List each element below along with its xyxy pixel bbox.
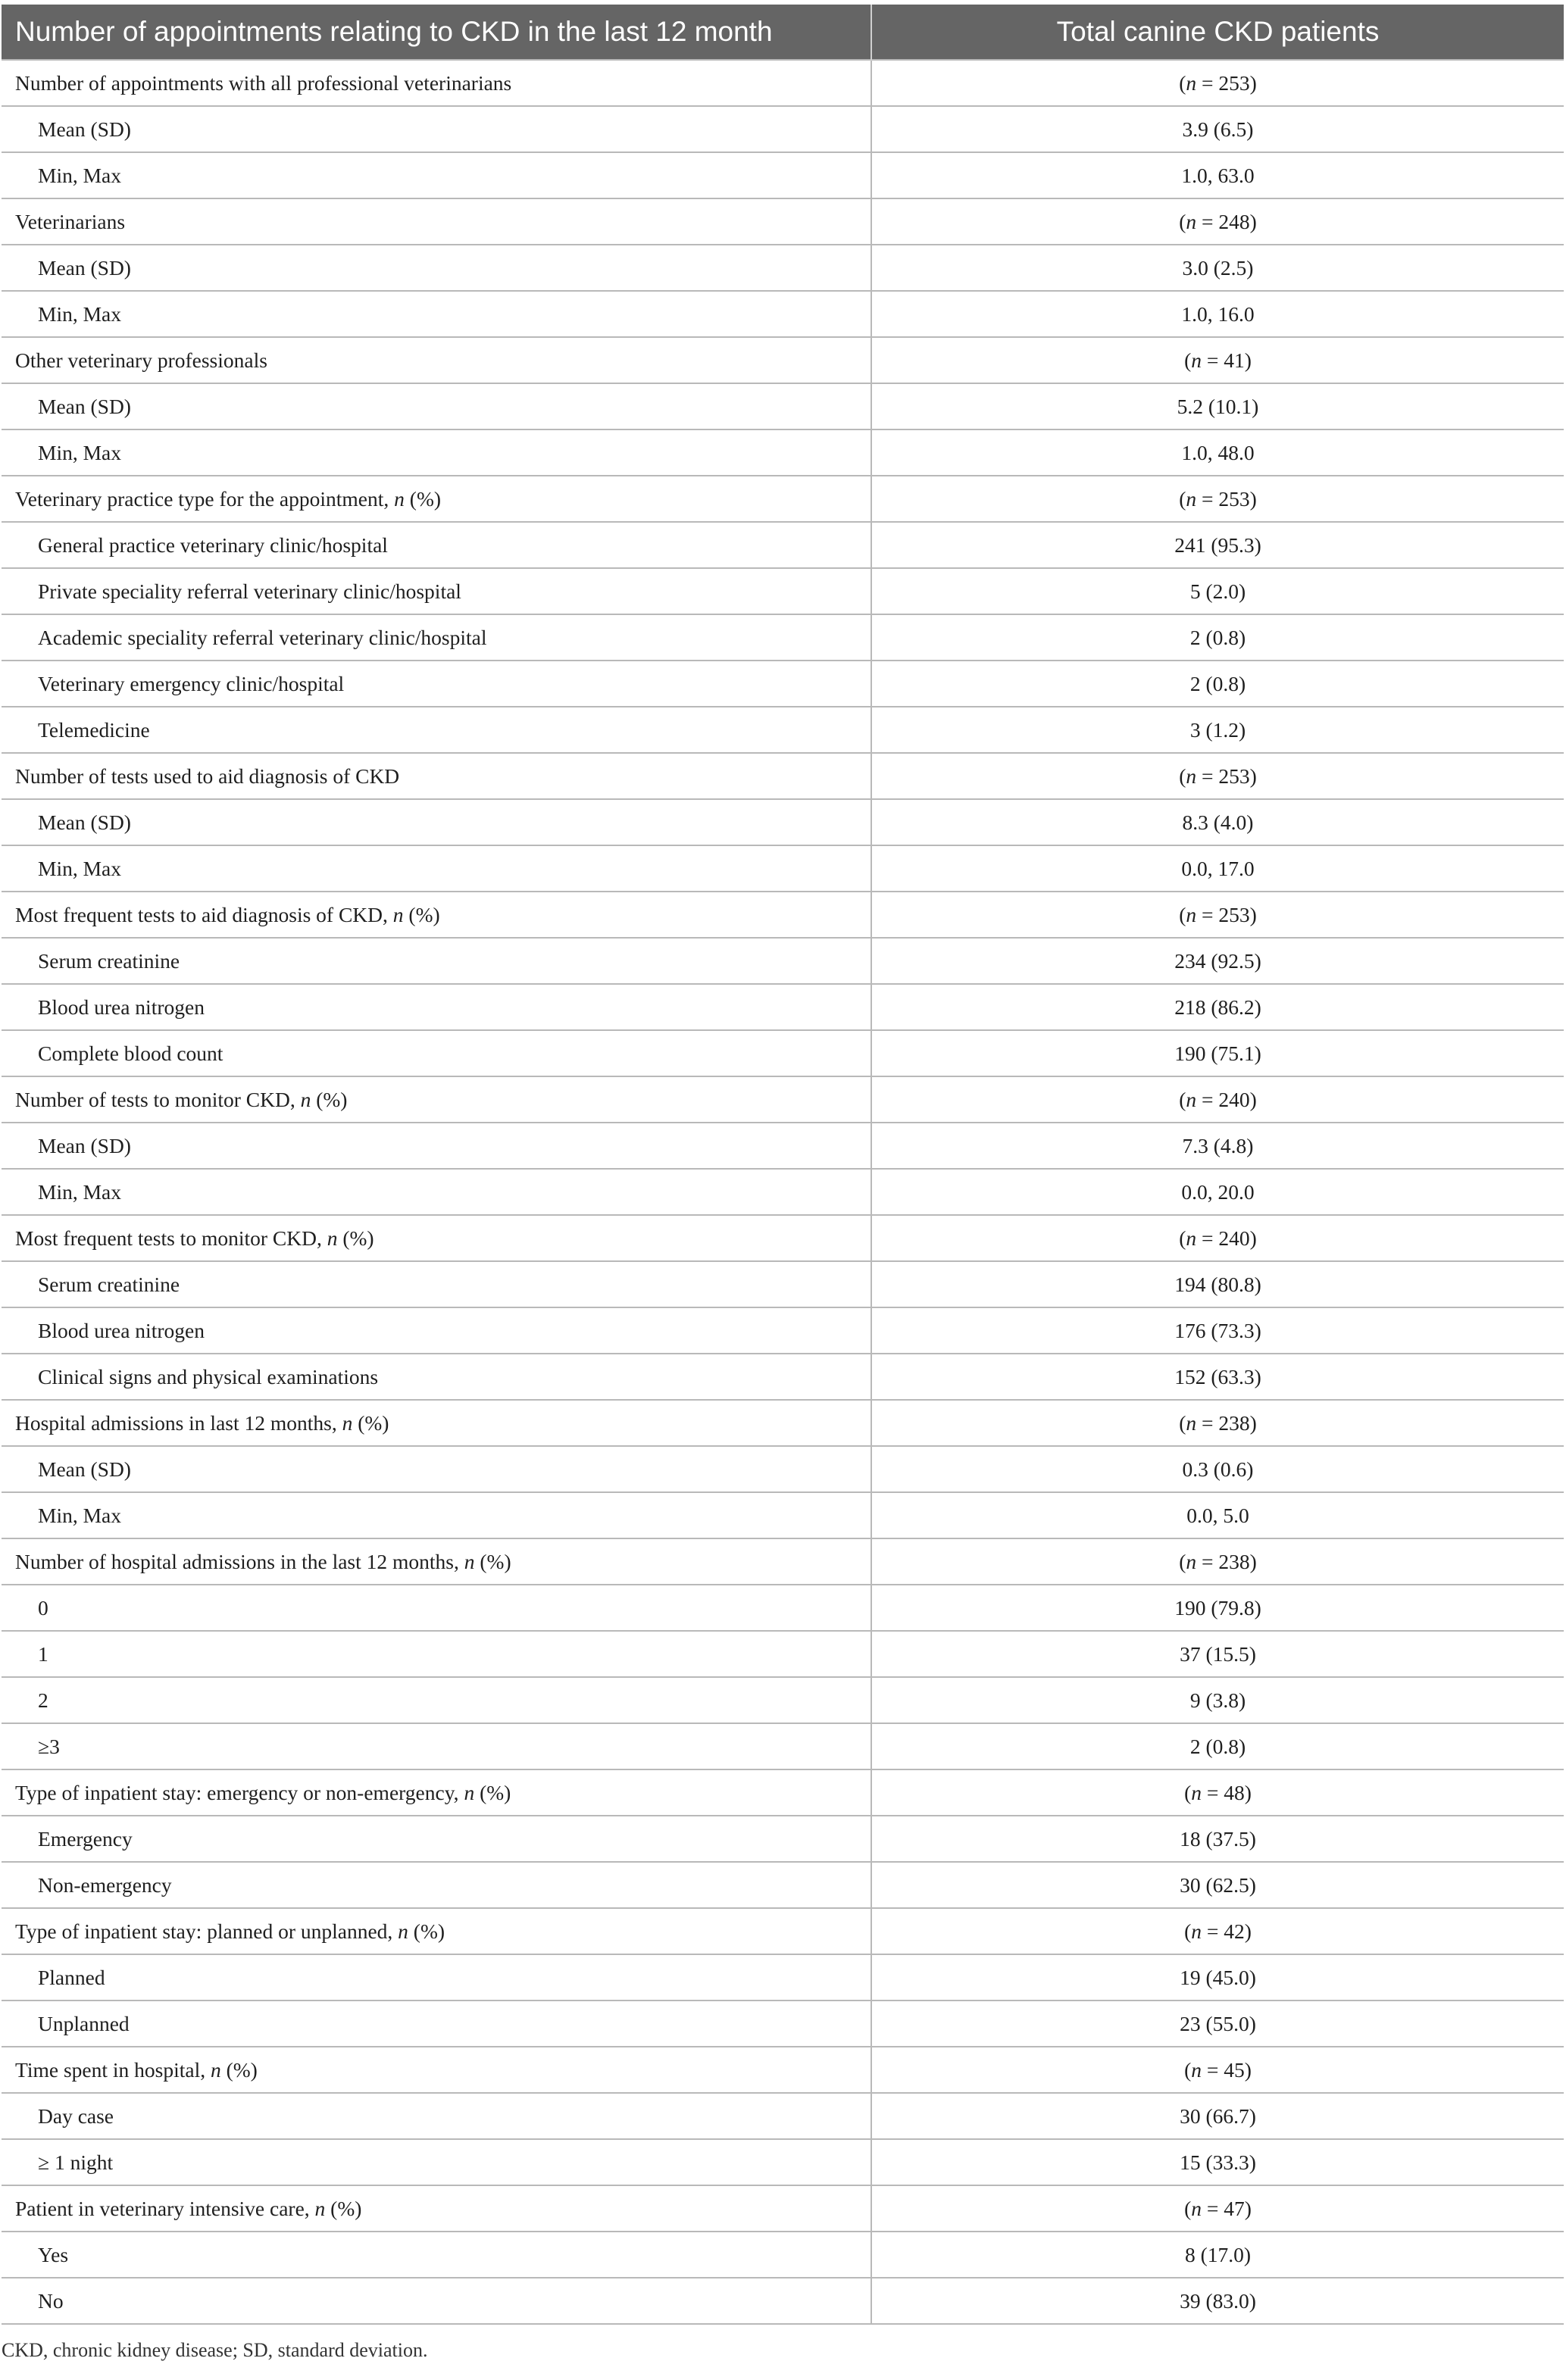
row-sublabel: Unplanned (2, 2001, 871, 2047)
table-row (2, 1677, 1564, 1723)
row-category-label: Number of tests used to aid diagnosis of CKD (2, 753, 871, 799)
row-sublabel: Private speciality referral veterinary clinic/hospital (2, 568, 871, 614)
row-category-label: Type of inpatient stay: emergency or non-emergency, n (%) (2, 1769, 871, 1816)
row-value: 30 (62.5) (871, 1862, 1564, 1908)
table-row (2, 1261, 1564, 1307)
table-header (2, 5, 1564, 60)
table-row (2, 984, 1564, 1030)
row-sublabel: Serum creatinine (2, 938, 871, 984)
table-row (2, 429, 1564, 476)
table-row (2, 1354, 1564, 1400)
table-row (2, 1215, 1564, 1261)
table-row (2, 2093, 1564, 2139)
row-sublabel: Min, Max (2, 429, 871, 476)
row-sublabel: 1 (2, 1631, 871, 1677)
row-value: 15 (33.3) (871, 2139, 1564, 2185)
row-sublabel: Yes (2, 2232, 871, 2278)
table-row (2, 845, 1564, 892)
row-value: 19 (45.0) (871, 1954, 1564, 2001)
table-row (2, 1585, 1564, 1631)
table-row (2, 2232, 1564, 2278)
table-row (2, 383, 1564, 429)
table-row (2, 198, 1564, 245)
row-category-label: Most frequent tests to monitor CKD, n (%) (2, 1215, 871, 1261)
row-value: 5 (2.0) (871, 568, 1564, 614)
row-sublabel: Planned (2, 1954, 871, 2001)
row-sublabel: Veterinary emergency clinic/hospital (2, 661, 871, 707)
row-sublabel: ≥ 1 night (2, 2139, 871, 2185)
row-value: 3.9 (6.5) (871, 106, 1564, 152)
table-row (2, 1862, 1564, 1908)
table-row (2, 1492, 1564, 1538)
row-sublabel: Mean (SD) (2, 1123, 871, 1169)
table-row (2, 568, 1564, 614)
table-row (2, 522, 1564, 568)
row-value: 0.0, 20.0 (871, 1169, 1564, 1215)
table-row (2, 291, 1564, 337)
table-row (2, 1446, 1564, 1492)
row-sublabel: Mean (SD) (2, 106, 871, 152)
row-sublabel: Mean (SD) (2, 1446, 871, 1492)
table-row (2, 1307, 1564, 1354)
row-category-label: Veterinarians (2, 198, 871, 245)
row-value: 194 (80.8) (871, 1261, 1564, 1307)
table-row (2, 152, 1564, 198)
table-row (2, 1400, 1564, 1446)
row-value: 176 (73.3) (871, 1307, 1564, 1354)
row-category-label: Number of hospital admissions in the last 12 months, n (%) (2, 1538, 871, 1585)
row-sublabel: Complete blood count (2, 1030, 871, 1076)
row-value: 0.0, 17.0 (871, 845, 1564, 892)
table-row (2, 245, 1564, 291)
row-sublabel: No (2, 2278, 871, 2324)
table-row (2, 1169, 1564, 1215)
row-sublabel: Academic speciality referral veterinary clinic/hospital (2, 614, 871, 661)
table-row (2, 2185, 1564, 2232)
ckd-appointments-table (2, 5, 1564, 2325)
row-value: 190 (79.8) (871, 1585, 1564, 1631)
table-row (2, 707, 1564, 753)
table-row (2, 2139, 1564, 2185)
row-sublabel: Non-emergency (2, 1862, 871, 1908)
table-row (2, 1816, 1564, 1862)
row-value: 5.2 (10.1) (871, 383, 1564, 429)
row-sublabel: Clinical signs and physical examinations (2, 1354, 871, 1400)
table-row (2, 1538, 1564, 1585)
row-sublabel: Blood urea nitrogen (2, 984, 871, 1030)
row-value: 3.0 (2.5) (871, 245, 1564, 291)
table-row (2, 2278, 1564, 2324)
table-row (2, 614, 1564, 661)
row-category-label: Time spent in hospital, n (%) (2, 2047, 871, 2093)
row-value: 1.0, 63.0 (871, 152, 1564, 198)
table-row (2, 1631, 1564, 1677)
row-value: 152 (63.3) (871, 1354, 1564, 1400)
table-row (2, 2001, 1564, 2047)
row-value: (n = 238) (871, 1538, 1564, 1585)
row-category-label: Number of tests to monitor CKD, n (%) (2, 1076, 871, 1123)
table-row (2, 1954, 1564, 2001)
row-value: (n = 253) (871, 753, 1564, 799)
row-sublabel: Mean (SD) (2, 383, 871, 429)
table-row (2, 1030, 1564, 1076)
table-row (2, 892, 1564, 938)
row-sublabel: Min, Max (2, 1169, 871, 1215)
row-value: (n = 41) (871, 337, 1564, 383)
header-row (2, 5, 1564, 60)
table-row (2, 1769, 1564, 1816)
row-value: (n = 47) (871, 2185, 1564, 2232)
table-row (2, 337, 1564, 383)
table-row (2, 1123, 1564, 1169)
row-sublabel: Min, Max (2, 1492, 871, 1538)
row-value: 9 (3.8) (871, 1677, 1564, 1723)
row-sublabel: Serum creatinine (2, 1261, 871, 1307)
row-value: (n = 253) (871, 476, 1564, 522)
table-row (2, 1076, 1564, 1123)
row-sublabel: Blood urea nitrogen (2, 1307, 871, 1354)
table-body (2, 60, 1564, 2324)
row-sublabel: Min, Max (2, 845, 871, 892)
header-appointments-column: Number of appointments relating to CKD in the last 12 month (2, 5, 871, 60)
row-value: 1.0, 16.0 (871, 291, 1564, 337)
table-row (2, 106, 1564, 152)
header-total-patients-column: Total canine CKD patients (871, 5, 1564, 60)
table-row (2, 753, 1564, 799)
row-category-label: Other veterinary professionals (2, 337, 871, 383)
row-value: 234 (92.5) (871, 938, 1564, 984)
row-value: (n = 253) (871, 60, 1564, 106)
row-sublabel: Day case (2, 2093, 871, 2139)
table-row (2, 661, 1564, 707)
row-value: 7.3 (4.8) (871, 1123, 1564, 1169)
row-value: 8.3 (4.0) (871, 799, 1564, 845)
row-value: (n = 45) (871, 2047, 1564, 2093)
row-sublabel: Mean (SD) (2, 245, 871, 291)
row-sublabel: 2 (2, 1677, 871, 1723)
row-value: (n = 240) (871, 1076, 1564, 1123)
row-value: 190 (75.1) (871, 1030, 1564, 1076)
row-value: 241 (95.3) (871, 522, 1564, 568)
row-value: 2 (0.8) (871, 661, 1564, 707)
row-category-label: Most frequent tests to aid diagnosis of CKD, n (%) (2, 892, 871, 938)
row-value: 218 (86.2) (871, 984, 1564, 1030)
row-sublabel: Mean (SD) (2, 799, 871, 845)
table-row (2, 60, 1564, 106)
row-value: (n = 253) (871, 892, 1564, 938)
table-row (2, 799, 1564, 845)
row-category-label: Type of inpatient stay: planned or unplanned, n (%) (2, 1908, 871, 1954)
row-value: (n = 42) (871, 1908, 1564, 1954)
row-value: (n = 238) (871, 1400, 1564, 1446)
table-row (2, 938, 1564, 984)
row-sublabel: Telemedicine (2, 707, 871, 753)
row-value: 1.0, 48.0 (871, 429, 1564, 476)
row-sublabel: Min, Max (2, 291, 871, 337)
row-sublabel: ≥3 (2, 1723, 871, 1769)
table-row (2, 1723, 1564, 1769)
row-value: 39 (83.0) (871, 2278, 1564, 2324)
row-value: 2 (0.8) (871, 614, 1564, 661)
row-value: 18 (37.5) (871, 1816, 1564, 1862)
row-value: 2 (0.8) (871, 1723, 1564, 1769)
table-row (2, 476, 1564, 522)
row-sublabel: Min, Max (2, 152, 871, 198)
row-value: 23 (55.0) (871, 2001, 1564, 2047)
row-value: 0.0, 5.0 (871, 1492, 1564, 1538)
row-sublabel: Emergency (2, 1816, 871, 1862)
data-table-container (2, 5, 1564, 2325)
row-sublabel: General practice veterinary clinic/hospital (2, 522, 871, 568)
row-category-label: Number of appointments with all professional veterinarians (2, 60, 871, 106)
table-row (2, 2047, 1564, 2093)
row-value: 8 (17.0) (871, 2232, 1564, 2278)
row-sublabel: 0 (2, 1585, 871, 1631)
table-row (2, 1908, 1564, 1954)
row-value: 37 (15.5) (871, 1631, 1564, 1677)
row-value: 0.3 (0.6) (871, 1446, 1564, 1492)
row-value: 3 (1.2) (871, 707, 1564, 753)
row-category-label: Hospital admissions in last 12 months, n (%) (2, 1400, 871, 1446)
row-value: (n = 240) (871, 1215, 1564, 1261)
row-category-label: Veterinary practice type for the appointment, n (%) (2, 476, 871, 522)
row-value: (n = 248) (871, 198, 1564, 245)
row-value: 30 (66.7) (871, 2093, 1564, 2139)
row-value: (n = 48) (871, 1769, 1564, 1816)
row-category-label: Patient in veterinary intensive care, n (%) (2, 2185, 871, 2232)
table-footnote: CKD, chronic kidney disease; SD, standard deviation. (2, 2339, 428, 2361)
